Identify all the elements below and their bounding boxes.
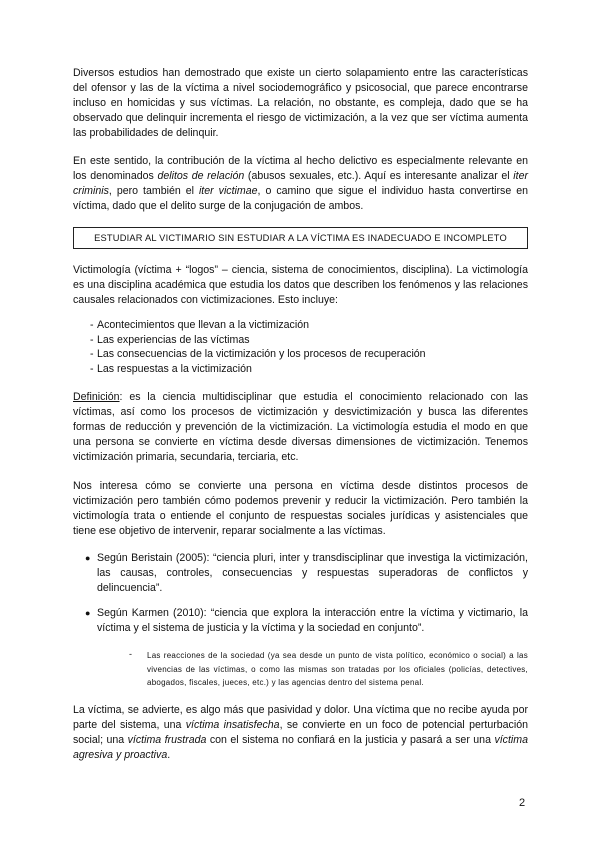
bullet-list <box>73 551 528 636</box>
paragraph-contribution <box>73 154 528 214</box>
list-item-text: Según Beristain (2005): “ciencia pluri, inter y transdisciplinar que investiga la victimización, las causas, controles, consecuencias y respuestas superadoras de conflictos y delincuencia”. <box>97 552 528 594</box>
list-item-text: Las respuestas a la victimización <box>97 362 252 375</box>
document-page <box>73 66 528 763</box>
page-number: 2 <box>519 797 526 809</box>
italic-term-victima-insatisfecha: víctima insatisfecha <box>185 718 280 731</box>
italic-term-delitos-relacion: delitos de relación <box>157 170 245 182</box>
boxed-statement: ESTUDIAR AL VICTIMARIO SIN ESTUDIAR A LA VÍCTIMA ES INADECUADO E INCOMPLETO <box>73 227 528 249</box>
list-item <box>73 606 528 636</box>
list-item <box>73 318 528 333</box>
italic-term-victima-agresiva: víctima agresiva y proactiva <box>73 733 528 761</box>
paragraph-interest: Nos interesa cómo se convierte una persona en víctima desde distintos procesos de victimización pero también cómo podemos prevenir y reducir la victimización. Pero también la victimología trata o entiende el conjunto de respuestas sociales jurídicas y asistenciales que tiene ese objetivo de intervenir, reparar socialmente a las víctimas. <box>73 480 528 537</box>
definition-text: : es la ciencia multidisciplinar que estudia el conocimiento relacionado con las víctimas, así como los procesos de victimización y desvictimización y busca las diferentes formas de reducción y prevención de la victimización. La victimología estudia el modo en que una persona se convierte en víctima desde diversas dimensiones de victimización. Tenemos victimización primaria, secundaria, terciaria, etc. <box>73 391 528 463</box>
paragraph-victimologia: Victimología (víctima + “logos” – ciencia, sistema de conocimientos, disciplina). La victimología es una disciplina académica que estudia los datos que describen los fenómenos y las relaciones causales relacionados con victimizaciones. Esto incluye: <box>73 264 528 306</box>
sub-list-item <box>73 649 528 690</box>
paragraph-overlap: Diversos estudios han demostrado que existe un cierto solapamiento entre las características del ofensor y las de la víctima a nivel sociodemográfico y psicosocial, que parece encontrarse incluso en homicidas y sus víctimas. La relación, no obstante, es compleja, dado que se ha observado que delinquir incrementa el riesgo de victimización, a la vez que ser víctima aumenta las probabilidades de delinquir. <box>73 67 528 139</box>
text-segment: , pero también el <box>108 185 199 197</box>
list-item <box>73 362 528 377</box>
bullet-marker: ● <box>85 553 91 563</box>
text-segment: En este sentido, la contribución de la víctima al hecho delictivo es especialmente relevante en los denominados <box>73 155 528 182</box>
list-item <box>73 551 528 596</box>
italic-term-iter-victimae: iter victimae <box>198 185 258 197</box>
sub-list-text: Las reacciones de la sociedad (ya sea desde un punto de vista político, económico o social) a las vivencias de las víctimas, o como las mismas son tratadas por los oficiales (policías, detectives, abogados, fiscales, jueces, etc.) y las agencias dentro del sistema penal. <box>147 651 528 687</box>
dash-marker: - <box>90 333 94 346</box>
text-segment: La víctima, se advierte, es algo más que pasividad y dolor. Una víctima que no recibe ayuda por parte del sistema, una <box>73 703 528 731</box>
list-item-text: Las experiencias de las víctimas <box>97 333 250 346</box>
bullet-marker: ● <box>85 608 91 618</box>
text-segment: (abusos sexuales, etc.). Aquí es interesante analizar el <box>244 170 514 182</box>
dash-marker: - <box>90 319 94 331</box>
dash-marker: - <box>90 348 94 360</box>
list-item <box>73 333 528 348</box>
dash-marker: - <box>90 362 94 375</box>
paragraph-definicion <box>73 390 528 465</box>
paragraph-victim-more <box>73 703 528 763</box>
text-segment: con el sistema no confiará en la justicia y pasará a ser una <box>206 733 495 746</box>
sub-dash-marker: - <box>129 649 132 659</box>
list-item-text: Según Karmen (2010): “ciencia que explora la interacción entre la víctima y victimario, la víctima y el sistema de justicia y la víctima y la sociedad en conjunto”. <box>97 607 528 634</box>
list-item-text: Acontecimientos que llevan a la victimización <box>97 319 309 331</box>
text-segment: . <box>167 748 171 761</box>
definition-label: Definición <box>73 391 120 403</box>
italic-term-iter-criminis: iter criminis <box>73 170 528 197</box>
dash-list <box>73 318 528 376</box>
text-segment: , se convierte en un foco de potencial perturbación social; una <box>73 718 528 746</box>
italic-term-victima-frustrada: víctima frustrada <box>127 733 207 746</box>
list-item <box>73 347 528 362</box>
text-segment: , o camino que sigue el individuo hasta convertirse en víctima, dado que el delito surge de la conjugación de ambos. <box>73 185 528 212</box>
list-item-text: Las consecuencias de la victimización y los procesos de recuperación <box>97 348 426 360</box>
